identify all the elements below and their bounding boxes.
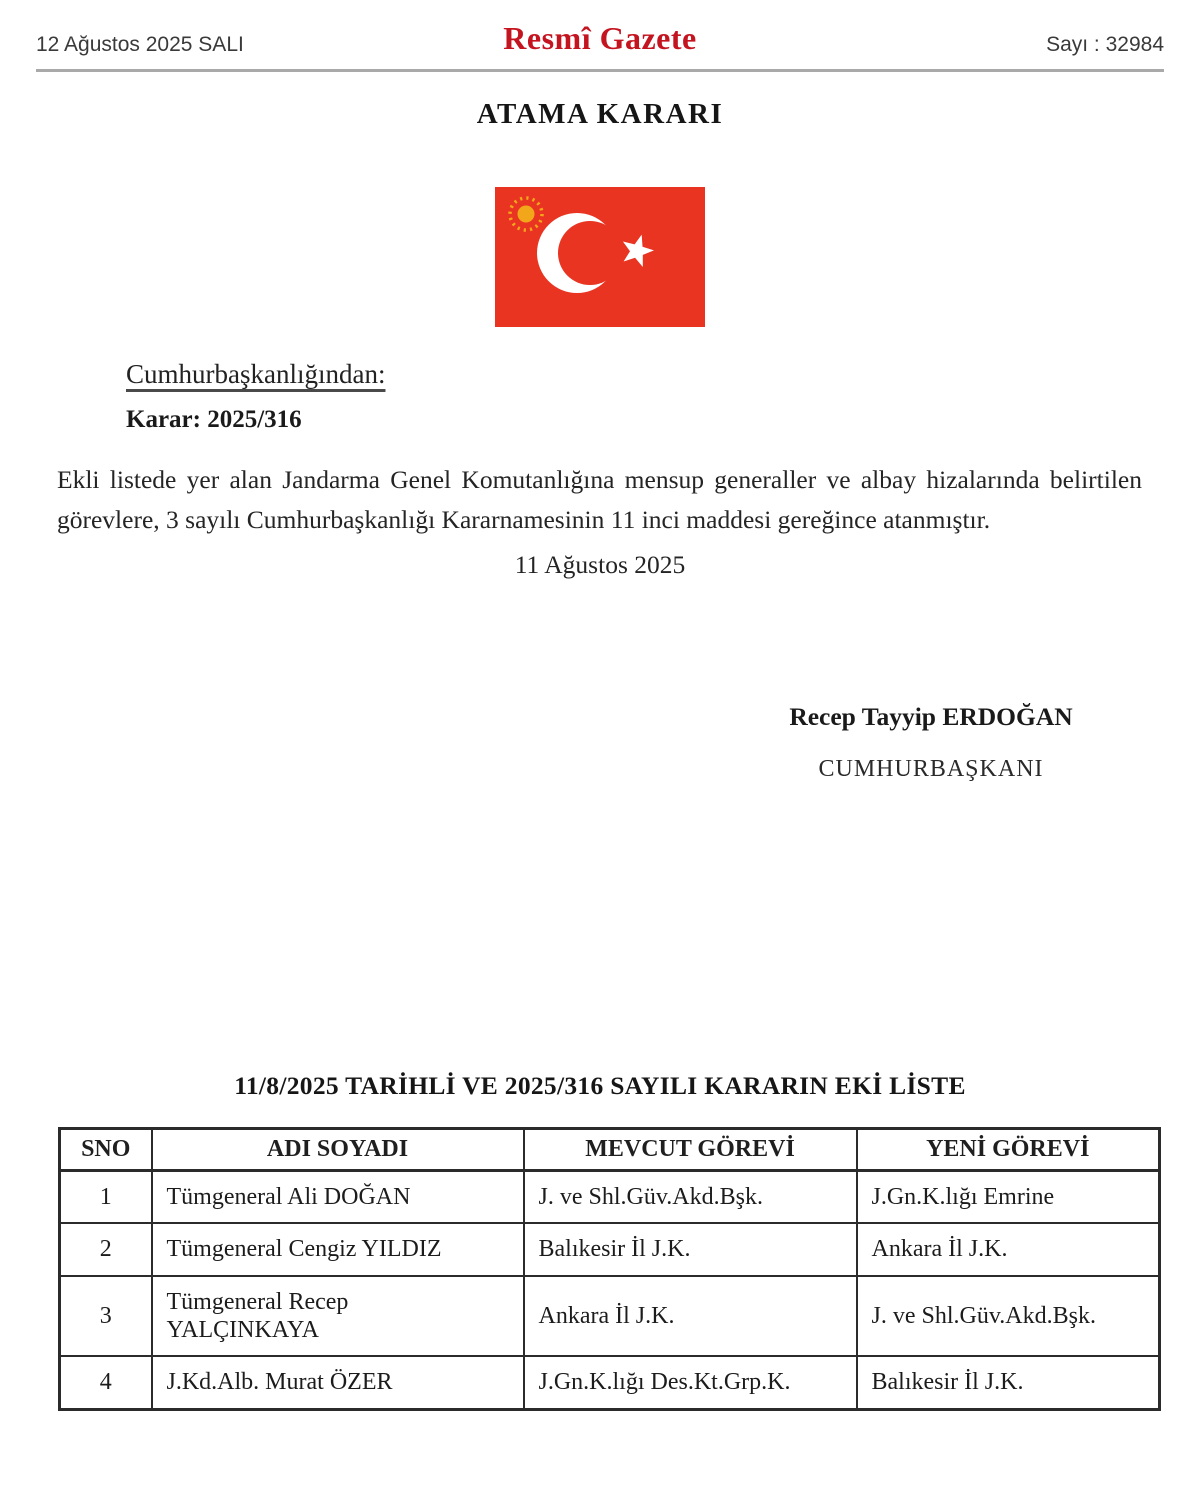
cell-name: Tümgeneral Cengiz YILDIZ [152, 1223, 524, 1275]
signature-block [758, 702, 1104, 783]
masthead [0, 0, 1200, 57]
cell-current-duty: J.Gn.K.lığı Des.Kt.Grp.K. [524, 1356, 857, 1409]
cell-new-duty: Ankara İl J.K. [857, 1223, 1160, 1275]
annex-section [0, 1071, 1200, 1411]
cell-new-duty: J. ve Shl.Güv.Akd.Bşk. [857, 1276, 1160, 1357]
turkish-presidential-flag-icon [495, 187, 705, 327]
cell-current-duty: J. ve Shl.Güv.Akd.Bşk. [524, 1171, 857, 1224]
masthead-date: 12 Ağustos 2025 SALI [36, 33, 244, 56]
flag-container [0, 187, 1200, 327]
cell-new-duty: J.Gn.K.lığı Emrine [857, 1171, 1160, 1224]
table-row [60, 1356, 1160, 1409]
cell-name: Tümgeneral Recep YALÇINKAYA [152, 1276, 524, 1357]
column-header-name: ADI SOYADI [152, 1129, 524, 1171]
column-header-sno: SNO [60, 1129, 152, 1171]
decree-date: 11 Ağustos 2025 [514, 550, 686, 580]
document-title: ATAMA KARARI [476, 98, 724, 130]
annex-list-title: 11/8/2025 TARİHLİ VE 2025/316 SAYILI KARARIN EKİ LİSTE [234, 1071, 966, 1101]
masthead-title: Resmî Gazete [503, 20, 697, 56]
signatory-name: Recep Tayyip ERDOĞAN [789, 702, 1073, 732]
table-row [60, 1276, 1160, 1357]
decision-number: Karar: 2025/316 [126, 406, 302, 433]
cell-current-duty: Ankara İl J.K. [524, 1276, 857, 1357]
cell-sno: 1 [60, 1171, 152, 1224]
cell-sno: 4 [60, 1356, 152, 1409]
column-header-current-duty: MEVCUT GÖREVİ [524, 1129, 857, 1171]
cell-current-duty: Balıkesir İl J.K. [524, 1223, 857, 1275]
cell-sno: 2 [60, 1223, 152, 1275]
issuing-authority: Cumhurbaşkanlığından: [126, 359, 386, 389]
table-header-row [60, 1129, 1160, 1171]
masthead-divider [36, 69, 1164, 72]
table-row [60, 1171, 1160, 1224]
cell-name: Tümgeneral Ali DOĞAN [152, 1171, 524, 1224]
appointments-table [58, 1127, 1161, 1411]
signatory-title: CUMHURBAŞKANI [818, 756, 1044, 783]
table-row [60, 1223, 1160, 1275]
cell-name: J.Kd.Alb. Murat ÖZER [152, 1356, 524, 1409]
cell-new-duty: Balıkesir İl J.K. [857, 1356, 1160, 1409]
cell-sno: 3 [60, 1276, 152, 1357]
decree-body-text: Ekli listede yer alan Jandarma Genel Komutanlığına mensup generaller ve albay hizalarında belirtilen görevlere, 3 sayılı Cumhurbaşkanlığı Kararnamesinin 11 inci maddesi gereğince atanmıştır. [57, 465, 1142, 535]
masthead-issue-number: Sayı : 32984 [1046, 33, 1164, 56]
column-header-new-duty: YENİ GÖREVİ [857, 1129, 1160, 1171]
